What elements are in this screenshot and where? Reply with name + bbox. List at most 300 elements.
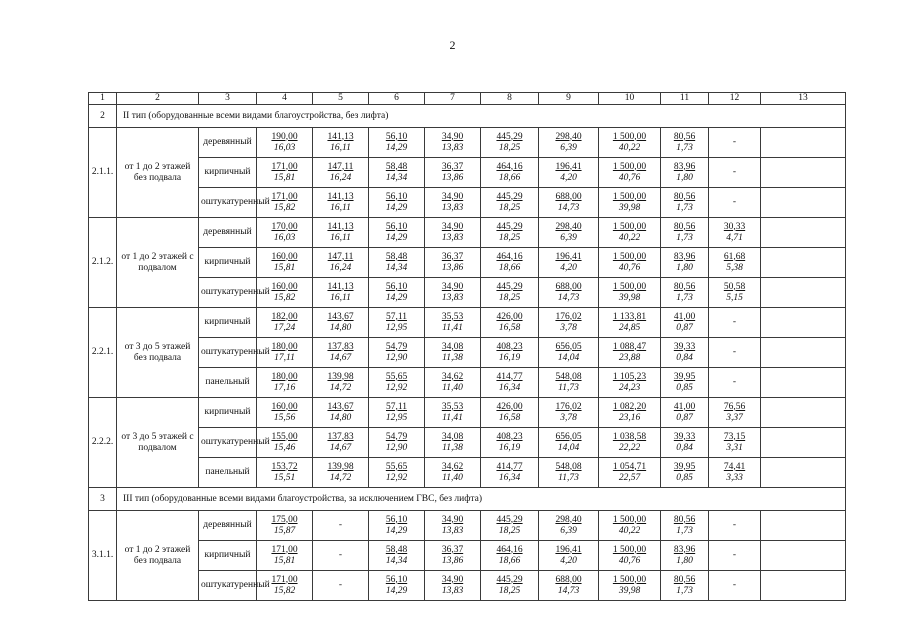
share-value: 14,73 [557,585,580,596]
value-cell [257,218,313,248]
value-cell [761,458,846,488]
value-cell [709,368,761,398]
value-cell [709,278,761,308]
value-cell [661,368,709,398]
value-cell [257,308,313,338]
value-cell [369,571,425,601]
share-value: 11,38 [442,442,463,453]
share-value: 11,40 [442,472,463,483]
share-value: 6,39 [560,142,577,153]
share-value: 15,81 [273,555,296,566]
share-value: 15,46 [273,442,296,453]
value-cell [313,188,369,218]
rate-value: 414,77 [496,371,523,382]
rate-value: 61,68 [723,251,746,262]
share-value: 12,92 [385,472,408,483]
rate-value: 56,10 [385,514,408,525]
rate-value: 464,16 [496,161,523,172]
rate-value: 76,56 [723,401,746,412]
rate-value: 58,48 [385,251,408,262]
dash-value: - [732,347,737,357]
value-cell [257,248,313,278]
value-cell [369,541,425,571]
value-cell [661,248,709,278]
page-number: 2 [449,38,456,52]
rate-value: 1 038,58 [612,431,647,442]
share-value: 14,29 [385,202,408,213]
wall-material: оштукатуренный [199,188,257,218]
value-cell [313,571,369,601]
value-cell [481,338,539,368]
rate-value: 408,23 [496,341,523,352]
share-value: 14,72 [329,382,352,393]
share-value: 18,25 [498,202,521,213]
share-value: 23,16 [618,412,641,423]
share-value: 0,87 [676,412,693,423]
dash-value: - [338,580,343,590]
share-value: 13,86 [441,262,464,273]
dash-value: - [732,550,737,560]
value-cell [369,248,425,278]
share-value: 16,19 [498,442,521,453]
share-value: 5,15 [726,292,743,303]
value-cell [761,398,846,428]
value-cell [709,308,761,338]
share-value: 11,73 [558,472,579,483]
share-value: 16,03 [273,232,296,243]
share-value: 39,98 [618,202,641,213]
rate-value: 141,13 [327,281,354,292]
value-cell [313,278,369,308]
share-value: 16,24 [329,172,352,183]
value-cell [425,338,481,368]
group-description: от 1 до 2 этажей без подвала [117,511,199,601]
share-value: 0,85 [676,472,693,483]
wall-material: деревянный [199,128,257,158]
rate-value: 1 500,00 [612,544,647,555]
wall-material: оштукатуренный [199,571,257,601]
value-cell [761,278,846,308]
value-cell [481,308,539,338]
value-cell [481,218,539,248]
value-cell [369,188,425,218]
rate-value: 34,90 [441,191,464,202]
share-value: 16,03 [273,142,296,153]
rate-value: 143,67 [327,311,354,322]
rate-value: 80,56 [673,281,696,292]
rate-value: 656,05 [555,341,582,352]
value-cell [761,541,846,571]
share-value: 14,29 [385,232,408,243]
share-value: 15,81 [273,172,296,183]
share-value: 16,58 [498,322,521,333]
dash-value: - [732,167,737,177]
share-value: 24,23 [618,382,641,393]
value-cell [599,541,661,571]
share-value: 17,16 [273,382,296,393]
share-value: 16,11 [330,142,351,153]
share-value: 18,66 [498,172,521,183]
rate-value: 36,37 [441,161,464,172]
value-cell [257,511,313,541]
value-cell [661,398,709,428]
value-cell [599,188,661,218]
value-cell [481,278,539,308]
column-number: 4 [257,93,313,105]
share-value: 18,25 [498,232,521,243]
group-code: 3.1.1. [89,511,117,601]
share-value: 17,11 [274,352,295,363]
rate-value: 56,10 [385,191,408,202]
value-cell [599,398,661,428]
value-cell [313,308,369,338]
value-cell [425,458,481,488]
wall-material: панельный [199,368,257,398]
wall-material: кирпичный [199,158,257,188]
rate-value: 445,29 [496,191,523,202]
share-value: 11,38 [442,352,463,363]
share-value: 13,86 [441,172,464,183]
value-cell [539,541,599,571]
share-value: 11,41 [442,412,463,423]
rate-value: 139,98 [327,371,354,382]
dash-value: - [732,520,737,530]
share-value: 12,90 [385,352,408,363]
rate-value: 55,65 [385,461,408,472]
value-cell [599,338,661,368]
rate-value: 153,72 [271,461,298,472]
section-number: 3 [89,488,117,511]
share-value: 16,11 [330,232,351,243]
share-value: 40,22 [618,525,641,536]
share-value: 14,80 [329,322,352,333]
wall-material: деревянный [199,511,257,541]
share-value: 15,82 [273,292,296,303]
value-cell [661,278,709,308]
dash-value: - [732,317,737,327]
rate-value: 175,00 [271,514,298,525]
value-cell [539,128,599,158]
rate-value: 34,90 [441,131,464,142]
value-cell [661,218,709,248]
share-value: 14,04 [557,352,580,363]
rate-value: 74,41 [723,461,746,472]
share-value: 18,25 [498,585,521,596]
rate-value: 1 133,81 [612,311,647,322]
column-number: 5 [313,93,369,105]
value-cell [425,398,481,428]
share-value: 1,73 [676,142,693,153]
rate-value: 143,67 [327,401,354,412]
share-value: 18,25 [498,292,521,303]
column-number-row [89,93,846,105]
table-row [89,368,846,398]
rate-value: 160,00 [271,281,298,292]
value-cell [257,541,313,571]
value-cell [425,158,481,188]
rate-value: 35,53 [441,401,464,412]
share-value: 16,24 [329,262,352,273]
value-cell [369,338,425,368]
share-value: 12,92 [385,382,408,393]
share-value: 17,24 [273,322,296,333]
rate-value: 34,90 [441,574,464,585]
share-value: 14,80 [329,412,352,423]
rate-value: 1 500,00 [612,191,647,202]
rate-value: 55,65 [385,371,408,382]
share-value: 1,80 [676,555,693,566]
column-number: 11 [661,93,709,105]
share-value: 15,56 [273,412,296,423]
rate-value: 171,00 [271,544,298,555]
rate-value: 445,29 [496,131,523,142]
rate-value: 298,40 [555,221,582,232]
value-cell [313,541,369,571]
share-value: 16,34 [498,472,521,483]
value-cell [481,541,539,571]
share-value: 1,80 [676,262,693,273]
value-cell [539,338,599,368]
share-value: 13,83 [441,232,464,243]
value-cell [761,571,846,601]
share-value: 24,85 [618,322,641,333]
value-cell [425,511,481,541]
rate-value: 80,56 [673,221,696,232]
column-number: 1 [89,93,117,105]
rate-value: 50,58 [723,281,746,292]
share-value: 3,37 [726,412,743,423]
wall-material: оштукатуренный [199,338,257,368]
rate-value: 160,00 [271,251,298,262]
value-cell [369,278,425,308]
value-cell [709,428,761,458]
share-value: 13,86 [441,555,464,566]
share-value: 1,73 [676,585,693,596]
value-cell [709,248,761,278]
share-value: 15,82 [273,585,296,596]
rate-value: 1 500,00 [612,514,647,525]
rate-value: 41,00 [673,401,696,412]
rate-value: 176,02 [555,311,582,322]
rate-value: 137,83 [327,431,354,442]
table-row [89,398,846,428]
value-cell [369,158,425,188]
rate-value: 30,33 [723,221,746,232]
share-value: 16,34 [498,382,521,393]
rate-value: 83,96 [673,161,696,172]
value-cell [709,158,761,188]
value-cell [539,188,599,218]
value-cell [369,458,425,488]
share-value: 14,72 [329,472,352,483]
rate-value: 1 500,00 [612,161,647,172]
group-description: от 3 до 5 этажей без подвала [117,308,199,398]
value-cell [257,158,313,188]
share-value: 1,80 [676,172,693,183]
value-cell [425,308,481,338]
share-value: 15,81 [273,262,296,273]
rate-value: 56,10 [385,131,408,142]
dash-value: - [338,550,343,560]
value-cell [425,188,481,218]
value-cell [709,458,761,488]
value-cell [539,158,599,188]
dash-value: - [732,137,737,147]
value-cell [661,128,709,158]
group-code: 2.2.2. [89,398,117,488]
section-row [89,488,846,511]
rate-value: 160,00 [271,401,298,412]
table-row [89,571,846,601]
value-cell [313,338,369,368]
rate-value: 80,56 [673,131,696,142]
dash-value: - [732,197,737,207]
share-value: 4,20 [560,172,577,183]
share-value: 0,87 [676,322,693,333]
value-cell [313,128,369,158]
value-cell [661,188,709,218]
value-cell [661,158,709,188]
value-cell [481,368,539,398]
table-row [89,188,846,218]
column-number: 10 [599,93,661,105]
group-description: от 1 до 2 этажей без подвала [117,128,199,218]
rate-value: 141,13 [327,191,354,202]
value-cell [425,128,481,158]
group-description: от 3 до 5 этажей с подвалом [117,398,199,488]
rate-value: 141,13 [327,221,354,232]
value-cell [761,308,846,338]
column-number: 3 [199,93,257,105]
rate-value: 656,05 [555,431,582,442]
wall-material: оштукатуренный [199,428,257,458]
rate-value: 688,00 [555,191,582,202]
rate-value: 57,11 [385,311,408,322]
share-value: 11,73 [558,382,579,393]
rate-value: 1 500,00 [612,221,647,232]
rate-value: 196,41 [555,161,582,172]
value-cell [313,511,369,541]
value-cell [369,398,425,428]
share-value: 4,20 [560,555,577,566]
table-row [89,308,846,338]
value-cell [709,128,761,158]
value-cell [709,398,761,428]
value-cell [369,308,425,338]
rate-value: 298,40 [555,131,582,142]
table-row [89,338,846,368]
value-cell [481,398,539,428]
share-value: 13,83 [441,142,464,153]
value-cell [481,511,539,541]
column-number: 8 [481,93,539,105]
tariff-table [88,92,846,601]
rate-value: 73,15 [723,431,746,442]
value-cell [257,368,313,398]
value-cell [425,248,481,278]
table-row [89,458,846,488]
value-cell [313,398,369,428]
rate-value: 139,98 [327,461,354,472]
share-value: 40,76 [618,555,641,566]
value-cell [481,248,539,278]
share-value: 14,04 [557,442,580,453]
share-value: 13,83 [441,585,464,596]
value-cell [539,218,599,248]
value-cell [599,428,661,458]
value-cell [661,308,709,338]
value-cell [661,571,709,601]
wall-material: кирпичный [199,308,257,338]
rate-value: 39,95 [673,461,696,472]
value-cell [761,511,846,541]
value-cell [313,158,369,188]
rate-value: 34,62 [441,371,464,382]
rate-value: 35,53 [441,311,464,322]
share-value: 13,83 [441,525,464,536]
dash-value: - [732,580,737,590]
share-value: 14,73 [557,202,580,213]
rate-value: 155,00 [271,431,298,442]
wall-material: панельный [199,458,257,488]
share-value: 0,84 [676,352,693,363]
wall-material: кирпичный [199,248,257,278]
value-cell [539,428,599,458]
share-value: 40,22 [618,142,641,153]
share-value: 1,73 [676,525,693,536]
value-cell [661,541,709,571]
rate-value: 54,79 [385,431,408,442]
group-code: 2.2.1. [89,308,117,398]
group-code: 2.1.2. [89,218,117,308]
rate-value: 1 082,20 [612,401,647,412]
rate-value: 196,41 [555,544,582,555]
share-value: 14,34 [385,172,408,183]
value-cell [761,128,846,158]
rate-value: 414,77 [496,461,523,472]
value-cell [425,571,481,601]
rate-value: 426,00 [496,311,523,322]
column-number: 9 [539,93,599,105]
rate-value: 548,08 [555,461,582,472]
rate-value: 171,00 [271,191,298,202]
rate-value: 58,48 [385,544,408,555]
column-number: 12 [709,93,761,105]
value-cell [761,428,846,458]
share-value: 3,31 [726,442,743,453]
rate-value: 34,08 [441,341,464,352]
group-code: 2.1.1. [89,128,117,218]
rate-value: 182,00 [271,311,298,322]
section-number: 2 [89,105,117,128]
value-cell [599,368,661,398]
rate-value: 36,37 [441,544,464,555]
share-value: 16,58 [498,412,521,423]
value-cell [709,218,761,248]
share-value: 3,78 [560,412,577,423]
value-cell [369,511,425,541]
share-value: 15,87 [273,525,296,536]
share-value: 11,40 [442,382,463,393]
rate-value: 39,33 [673,431,696,442]
value-cell [709,541,761,571]
share-value: 18,66 [498,555,521,566]
wall-material: кирпичный [199,398,257,428]
value-cell [599,308,661,338]
rate-value: 464,16 [496,251,523,262]
value-cell [599,458,661,488]
table-row [89,158,846,188]
